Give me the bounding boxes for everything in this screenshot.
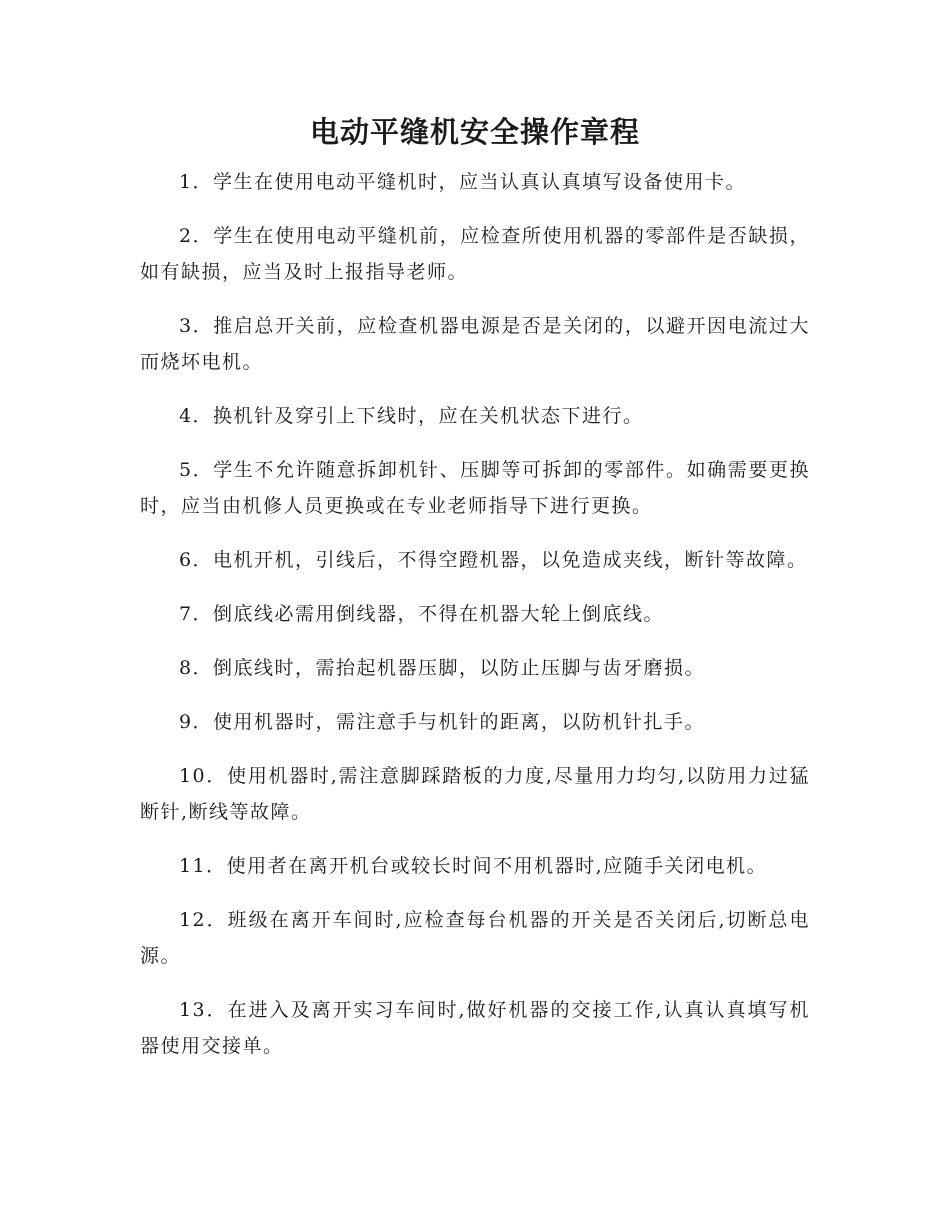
rule-item: 2．学生在使用电动平缝机前，应检查所使用机器的零部件是否缺损，如有缺损，应当及时上报指导老师。 xyxy=(140,225,810,283)
rule-item: 9．使用机器时，需注意手与机针的距离，以防机针扎手。 xyxy=(178,711,706,733)
rule-item: 5．学生不允许随意拆卸机针、压脚等可拆卸的零部件。如确需要更换时，应当由机修人员更换或在专业老师指导下进行更换。 xyxy=(140,459,810,517)
rule-item: 10．使用机器时,需注意脚踩踏板的力度,尽量用力均匀,以防用力过猛断针,断线等故障。 xyxy=(140,765,810,823)
rule-item: 6．电机开机，引线后，不得空蹬机器，以免造成夹线，断针等故障。 xyxy=(178,549,808,571)
document-title: 电动平缝机安全操作章程 xyxy=(309,115,640,149)
rule-item: 4．换机针及穿引上下线时，应在关机状态下进行。 xyxy=(178,405,644,427)
rules-list xyxy=(140,164,810,1082)
rule-item: 3．推启总开关前，应检查机器电源是否是关闭的，以避开因电流过大而烧坏电机。 xyxy=(140,315,810,373)
rule-item: 7．倒底线必需用倒线器，不得在机器大轮上倒底线。 xyxy=(178,603,665,625)
rule-item: 11．使用者在离开机台或较长时间不用机器时,应随手关闭电机。 xyxy=(178,855,768,877)
rule-item: 12．班级在离开车间时,应检查每台机器的开关是否关闭后,切断总电源。 xyxy=(140,909,810,967)
rule-item: 13．在进入及离开实习车间时,做好机器的交接工作,认真认真填写机器使用交接单。 xyxy=(140,999,810,1057)
rule-item: 8．倒底线时，需抬起机器压脚，以防止压脚与齿牙磨损。 xyxy=(178,657,706,679)
rule-item: 1．学生在使用电动平缝机时，应当认真认真填写设备使用卡。 xyxy=(178,171,747,193)
